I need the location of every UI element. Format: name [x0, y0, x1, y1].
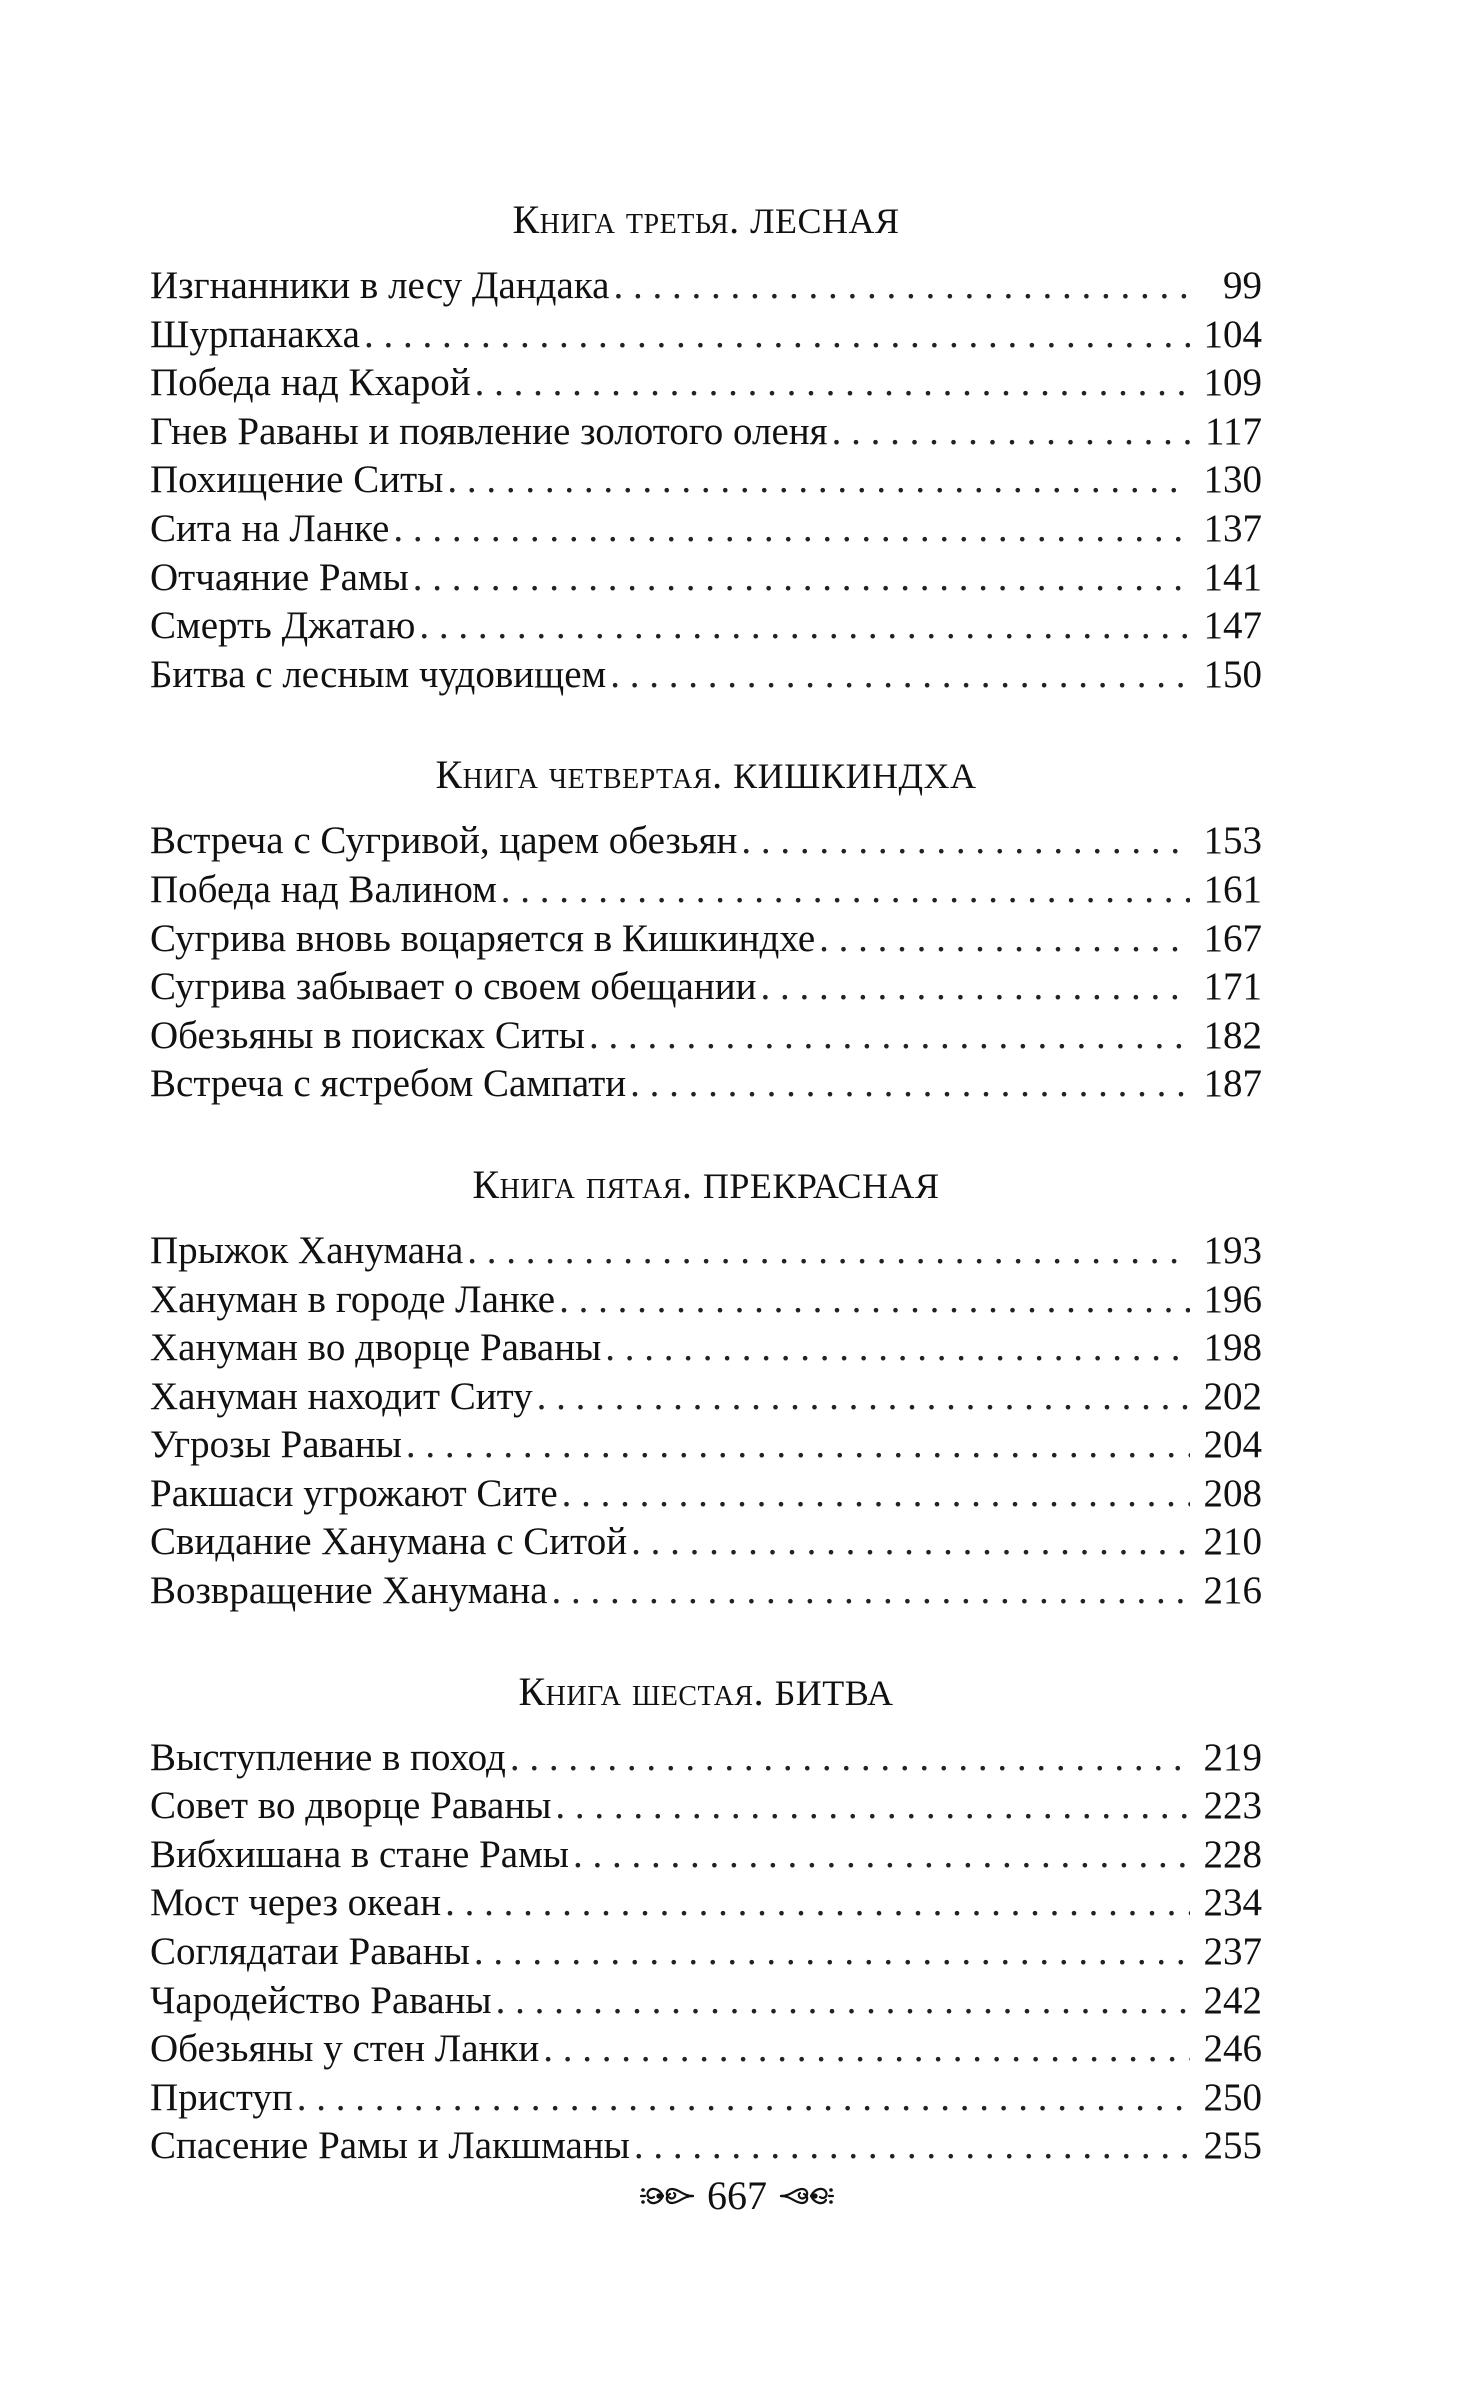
section-heading — [150, 1668, 1262, 1716]
toc-entry-title: Битва с лесным чудовищем — [150, 652, 607, 696]
toc-entry — [150, 1879, 1262, 1928]
toc-section — [150, 196, 1262, 699]
toc-entry-title: Хануман во дворце Раваны — [150, 1326, 602, 1370]
dot-leader — [297, 2074, 1190, 2123]
toc-entry-title: Отчаяние Рамы — [150, 555, 409, 599]
toc-entry-page: 193 — [1203, 1228, 1262, 1272]
dot-leader — [537, 1373, 1190, 1422]
toc-entry-page: 219 — [1203, 1735, 1262, 1779]
dot-leader — [614, 262, 1191, 311]
dot-leader — [552, 1567, 1190, 1616]
toc-entry-page: 99 — [1223, 264, 1262, 307]
toc-entry-title: Вибхишана в стане Рамы — [150, 1832, 570, 1876]
toc-entry-page: 147 — [1203, 604, 1262, 648]
toc-entry-page: 187 — [1203, 1062, 1262, 1106]
dot-leader — [555, 1782, 1190, 1831]
fleuron-left-icon — [639, 2179, 695, 2213]
toc-entry-title: Обезьяны в поисках Ситы — [150, 1013, 585, 1057]
toc-entry-page: 182 — [1203, 1013, 1262, 1057]
toc-entry — [150, 602, 1262, 651]
toc-entry — [150, 1227, 1262, 1276]
dot-leader — [445, 1879, 1190, 1928]
toc-entry-page: 153 — [1203, 819, 1262, 863]
toc-entry-title: Изгнанники в лесу Дандака — [150, 264, 610, 307]
toc-entry-title: Встреча с Сугривой, царем обезьян — [150, 819, 738, 863]
toc-entry-title: Сугрива забывает о своем обещании — [150, 965, 757, 1009]
toc-entry — [150, 1060, 1262, 1109]
dot-leader — [573, 1831, 1190, 1880]
toc-entry — [150, 408, 1262, 457]
toc-entry-page: 210 — [1203, 1520, 1262, 1564]
toc-entry-page: 255 — [1203, 2124, 1262, 2168]
section-name: ПРЕКРАСНАЯ — [702, 1165, 940, 1206]
toc-entry-title: Спасение Рамы и Лакшманы — [150, 2124, 630, 2168]
dot-leader — [631, 1518, 1190, 1567]
dot-leader — [589, 1012, 1190, 1061]
toc-entry — [150, 1734, 1262, 1783]
toc-entry — [150, 311, 1262, 360]
toc-entry-page: 150 — [1203, 652, 1262, 696]
toc-entry-page: 242 — [1203, 1978, 1262, 2022]
toc-entry — [150, 1567, 1262, 1616]
dot-leader — [406, 1421, 1190, 1470]
toc-entry-page: 223 — [1203, 1784, 1262, 1828]
dot-leader — [634, 2122, 1190, 2171]
dot-leader — [510, 1734, 1190, 1783]
toc-entry-page: 237 — [1203, 1930, 1262, 1974]
section-name: ЛЕСНАЯ — [750, 201, 900, 241]
toc-entry-page: 202 — [1203, 1374, 1262, 1418]
toc-entry-page: 161 — [1203, 867, 1262, 911]
toc-entry — [150, 1421, 1262, 1470]
dot-leader — [760, 963, 1190, 1012]
toc-entry-page: 117 — [1204, 409, 1262, 453]
dot-leader — [475, 359, 1190, 408]
toc-entry-title: Угрозы Раваны — [150, 1423, 402, 1467]
dot-leader — [467, 1227, 1190, 1276]
toc-entry-page: 204 — [1203, 1423, 1262, 1467]
toc-entry-title: Сита на Ланке — [150, 506, 390, 550]
toc-entry-title: Соглядатаи Раваны — [150, 1930, 470, 1974]
toc-entry-title: Хануман находит Ситу — [150, 1374, 533, 1418]
toc-entry — [150, 456, 1262, 505]
toc-entry-page: 171 — [1203, 965, 1262, 1009]
toc-entry — [150, 915, 1262, 964]
toc-entry-page: 246 — [1203, 2027, 1262, 2071]
toc-entry-title: Возвращение Ханумана — [150, 1569, 548, 1613]
table-of-contents — [150, 196, 1262, 2171]
fleuron-right-icon — [779, 2179, 835, 2213]
toc-entry-title: Мост через океан — [150, 1881, 442, 1925]
dot-leader — [819, 915, 1190, 964]
toc-section — [150, 1668, 1262, 2171]
toc-entry-page: 196 — [1203, 1277, 1262, 1321]
toc-entry-page: 234 — [1203, 1881, 1262, 1925]
toc-entry — [150, 2122, 1262, 2171]
toc-entry-title: Обезьяны у стен Ланки — [150, 2027, 540, 2071]
section-book-label: Книга четвертая. — [435, 752, 723, 798]
toc-entry-page: 130 — [1203, 458, 1262, 502]
toc-entry-title: Шурпанакха — [150, 312, 360, 356]
toc-entry — [150, 1977, 1262, 2026]
section-book-label: Книга шестая. — [518, 1668, 765, 1714]
dot-leader — [630, 1060, 1190, 1109]
toc-entry — [150, 651, 1262, 700]
toc-entry-title: Хануман в городе Ланке — [150, 1277, 556, 1321]
dot-leader — [447, 456, 1190, 505]
toc-entry — [150, 1324, 1262, 1373]
toc-entry — [150, 1470, 1262, 1519]
toc-entry — [150, 1276, 1262, 1325]
toc-entry-title: Встреча с ястребом Сампати — [150, 1062, 627, 1106]
toc-entry-page: 109 — [1203, 361, 1262, 405]
toc-entry-title: Победа над Кхарой — [150, 361, 471, 405]
dot-leader — [501, 866, 1190, 915]
dot-leader — [496, 1977, 1190, 2026]
toc-entry-title: Ракшаси угрожают Сите — [150, 1471, 558, 1515]
toc-entry — [150, 817, 1262, 866]
dot-leader — [474, 1928, 1190, 1977]
toc-entry — [150, 1782, 1262, 1831]
toc-entry — [150, 359, 1262, 408]
toc-entry — [150, 1518, 1262, 1567]
toc-entry-page: 198 — [1203, 1326, 1262, 1370]
dot-leader — [562, 1470, 1190, 1519]
dot-leader — [832, 408, 1190, 457]
dot-leader — [413, 554, 1190, 603]
toc-entry — [150, 1831, 1262, 1880]
section-name: БИТВА — [774, 1672, 894, 1713]
toc-entry — [150, 1012, 1262, 1061]
toc-entry-title: Чародейство Раваны — [150, 1978, 492, 2022]
toc-entry-title: Прыжок Ханумана — [150, 1228, 464, 1272]
dot-leader — [559, 1276, 1190, 1325]
toc-entry-title: Приступ — [150, 2075, 293, 2119]
dot-leader — [393, 505, 1190, 554]
toc-entry — [150, 2074, 1262, 2123]
toc-section — [150, 1161, 1262, 1616]
toc-entry-page: 104 — [1203, 312, 1262, 356]
toc-entry-title: Выступление в поход — [150, 1735, 506, 1779]
toc-entry — [150, 262, 1262, 311]
toc-entry — [150, 554, 1262, 603]
toc-entry-page: 250 — [1203, 2075, 1262, 2119]
dot-leader — [543, 2025, 1190, 2074]
toc-entry-page: 137 — [1203, 506, 1262, 550]
toc-entry — [150, 505, 1262, 554]
page-footer — [0, 2172, 1474, 2220]
toc-entry-title: Победа над Валином — [150, 867, 497, 911]
dot-leader — [364, 311, 1190, 360]
toc-section — [150, 751, 1262, 1109]
toc-entry-title: Сугрива вновь воцаряется в Кишкиндхе — [150, 916, 816, 960]
toc-entry-title: Похищение Ситы — [150, 458, 444, 502]
toc-entry-page: 216 — [1203, 1569, 1262, 1613]
page-number: 667 — [707, 2173, 767, 2218]
toc-entry-title: Свидание Ханумана с Ситой — [150, 1520, 628, 1564]
toc-entry — [150, 1373, 1262, 1422]
section-heading — [150, 1161, 1262, 1209]
section-book-label: Книга третья. — [512, 197, 740, 242]
dot-leader — [419, 602, 1190, 651]
toc-entry-title: Совет во дворце Раваны — [150, 1784, 552, 1828]
toc-entry-page: 228 — [1203, 1832, 1262, 1876]
toc-entry-page: 167 — [1203, 916, 1262, 960]
dot-leader — [605, 1324, 1190, 1373]
toc-entry — [150, 2025, 1262, 2074]
toc-entry-page: 141 — [1203, 555, 1262, 599]
toc-entry-title: Гнев Раваны и появление золотого оленя — [150, 409, 828, 453]
toc-entry — [150, 963, 1262, 1012]
section-heading — [150, 196, 1262, 244]
dot-leader — [741, 817, 1190, 866]
section-book-label: Книга пятая. — [472, 1161, 693, 1207]
toc-entry — [150, 1928, 1262, 1977]
section-heading — [150, 751, 1262, 799]
toc-entry-title: Смерть Джатаю — [150, 604, 416, 648]
section-name: КИШКИНДХА — [733, 756, 977, 797]
toc-entry-page: 208 — [1203, 1471, 1262, 1515]
dot-leader — [610, 651, 1190, 700]
toc-entry — [150, 866, 1262, 915]
